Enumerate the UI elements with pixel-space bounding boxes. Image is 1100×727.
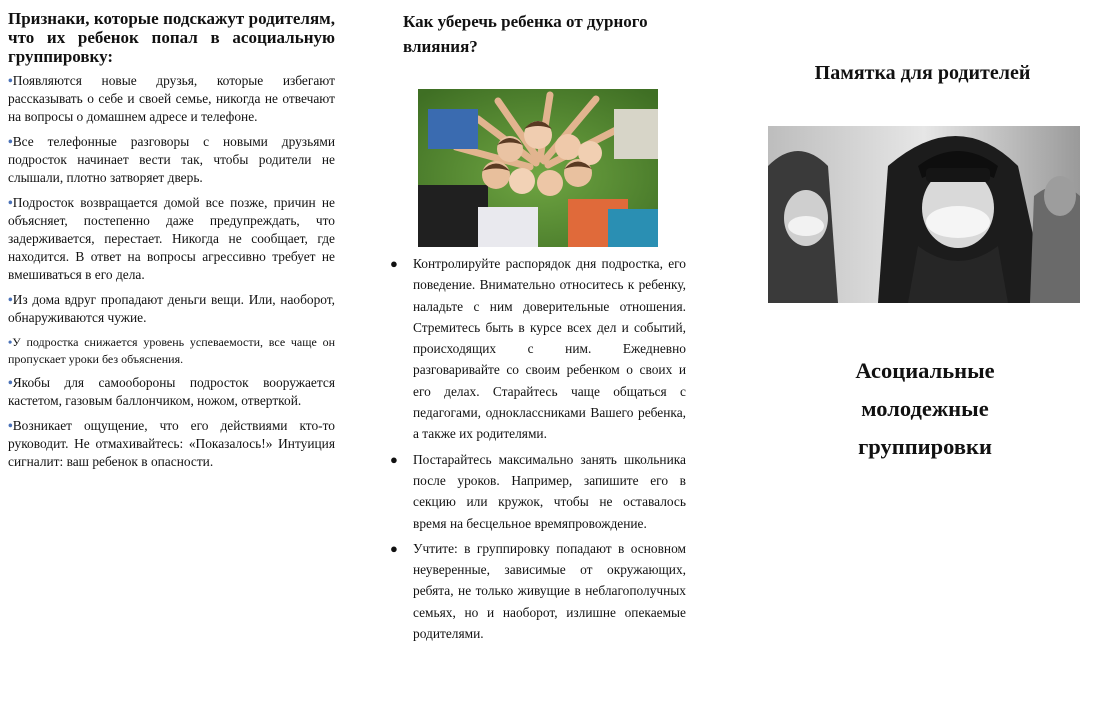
bullet-mark: •: [8, 335, 13, 349]
signs-column: [8, 9, 335, 478]
title-line: молодежные: [861, 396, 989, 421]
bullet-mark: •: [8, 292, 13, 307]
advice-heading: Как уберечь ребенка от дурного влияния?: [403, 12, 648, 56]
sign-item: •Появляются новые друзья, которые избегают рассказывать о себе и своей семье, никогда не отвечают на вопросы о домашнем адресе и телефоне.: [8, 73, 335, 124]
sign-item: •Подросток возвращается домой все позже, причин не объясняет, постепенно даже предупреждать, что задерживается, перестает. Никогда не сообщает, где находится. В ответ на вопросы агрессивно требует не вмешиваться в его дела.: [8, 195, 335, 282]
title-line: Асоциальные: [855, 358, 995, 383]
advice-list: [386, 253, 686, 648]
bullet-mark: •: [8, 375, 13, 390]
sign-item: •Все телефонные разговоры с новыми друзьями подросток начинает вести так, чтобы родители не слышали, плотно затворяет дверь.: [8, 134, 335, 185]
children-circle-photo: [418, 89, 658, 247]
bullet-mark: •: [8, 418, 13, 433]
bullet-icon: ●: [390, 540, 398, 556]
advice-column: [386, 9, 686, 642]
brochure-title: [775, 352, 1075, 466]
advice-item: ● Учтите: в группировку попадают в основном неуверенные, зависимые от окружающих, ребята, не только живущие в неблагополучных семьях, но и наоборот, излишне опекаемые родителями.: [386, 538, 686, 644]
sign-item: •Якобы для самообороны подросток вооружается кастетом, газовым баллончиком, ножом, отверткой.: [8, 375, 335, 408]
signs-heading: Признаки, которые подскажут родителям, что их ребенок попал в асоциальную группировку:: [8, 9, 335, 66]
sign-item: •Из дома вдруг пропадают деньги вещи. Или, наоборот, обнаруживаются чужие.: [8, 292, 335, 325]
bullet-mark: •: [8, 73, 13, 88]
title-line: группировки: [858, 434, 992, 459]
bullet-icon: ●: [390, 451, 398, 467]
bullet-mark: •: [8, 195, 13, 210]
advice-item: ● Контролируйте распорядок дня подростка, его поведение. Внимательно относитесь к ребенку, наладьте с ним доверительные отношения. Стремитесь быть в курсе всех дел и событий, происходящих с ним. Ежедневно разговаривайте со своим ребенком о своих и его делах. Старайтесь чаще общаться с педагогами, одноклассниками Вашего ребенка, а также их родителями.: [386, 253, 686, 445]
memo-title: Памятка для родителей: [814, 62, 1031, 84]
bullet-mark: •: [8, 134, 13, 149]
advice-item: ● Постарайтесь максимально занять школьника после уроков. Например, запишите его в секцию или кружок, чтобы не оставалось время на бесцельное времяпровождение.: [386, 449, 686, 534]
sign-item: •У подростка снижается уровень успеваемости, все чаще он пропускает уроки без объяснения.: [8, 335, 335, 366]
sign-item: •Возникает ощущение, что его действиями кто-то руководит. Не отмахивайтесь: «Показалось!» Интуиция сигналит: ваш ребенок в опасности.: [8, 418, 335, 469]
hooded-youths-photo: [768, 126, 1080, 303]
bullet-icon: ●: [390, 256, 398, 271]
